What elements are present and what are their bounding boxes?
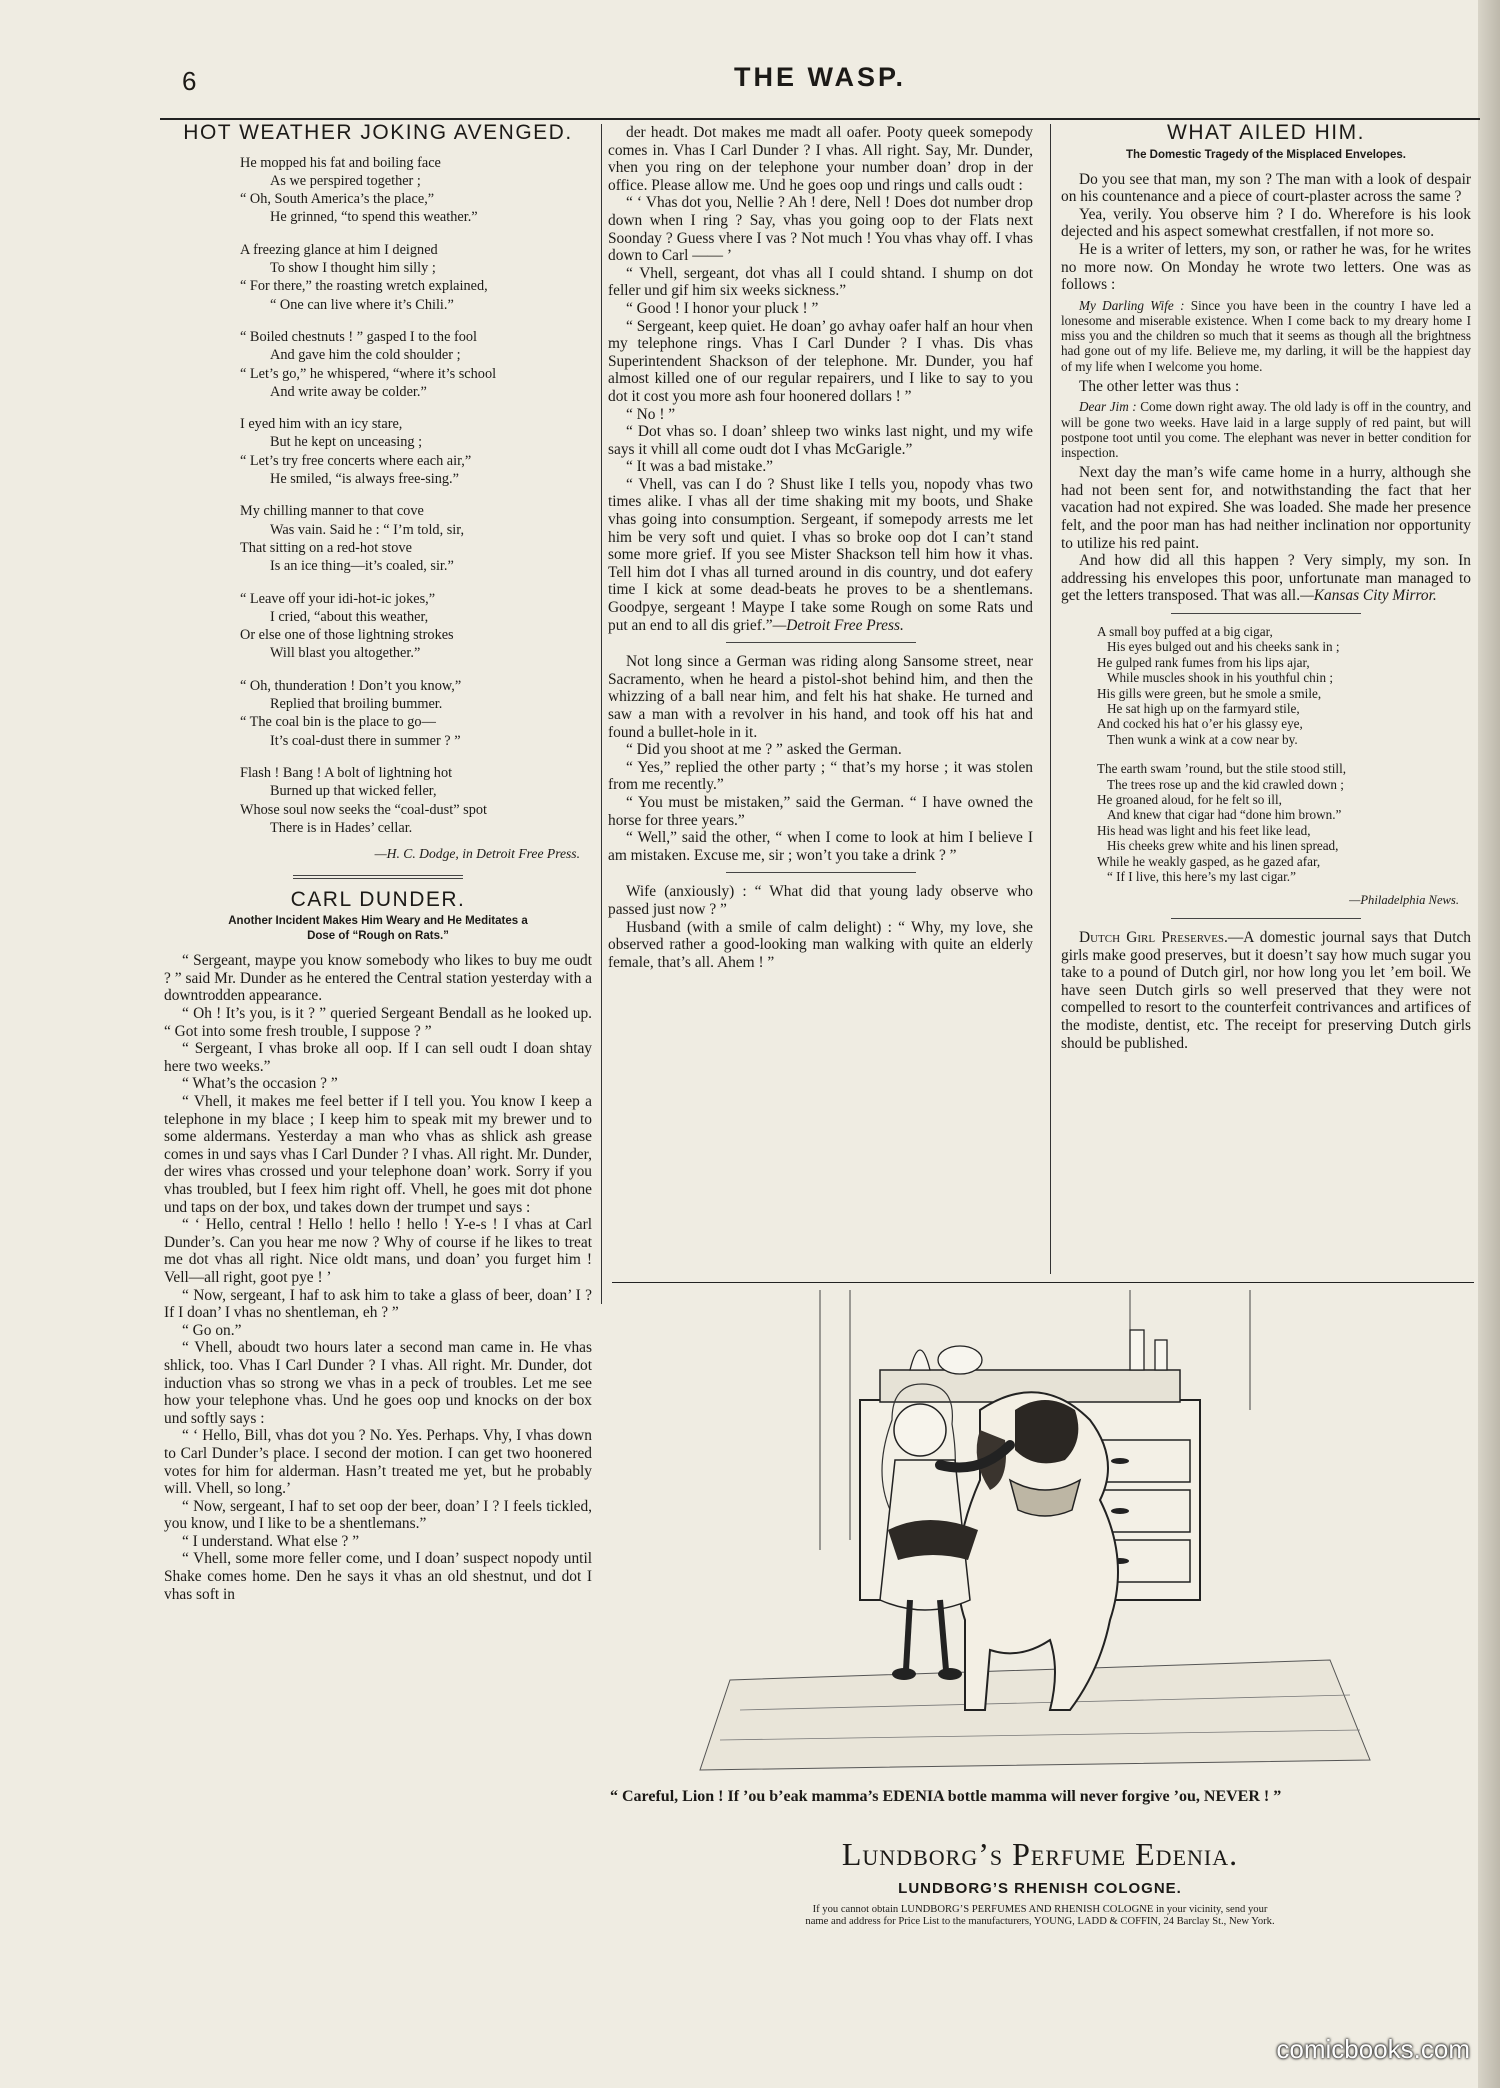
poem-signature: —H. C. Dodge, in Detroit Free Press.: [374, 846, 580, 862]
column-2: [608, 124, 1033, 971]
paragraph: “ Vhell, aboudt two hours later a second man came in. He vhas shlick, too. Vhas I Carl Dunder ? I vhas. All right. Mr. Dunder, dot induction vhas so strong we vhas in a peck of troubles. Let me see how your telephone vhas. Und he goes oop und knocks on der box und softly says :: [164, 1339, 592, 1427]
poem-line: And cocked his hat o’er his glassy eye,: [1097, 716, 1303, 732]
poem-line: A small boy puffed at a big cigar,: [1097, 623, 1273, 639]
article-wife-husband: [608, 883, 1033, 971]
poem-hot-weather: [240, 154, 592, 838]
poem-line: There is in Hades’ cellar.: [270, 819, 413, 836]
letter-one: [1061, 298, 1471, 374]
paragraph: “ Vhell, vas can I do ? Shust like I tells you, nopody vhas two times alike. I vhas all der time shaking mit my boots, und Shake vhas going into consumption. Sergeant, if somepody arrests me let him be very soft und quiet. I vhas so broke oop dot I can’t stand some more grief. If you see Mister Shackson tell him how it vhas. Tell him dot I vhas all turned around in dis country, und dot eafery time I kick at some dead-beats he proves to be a shentlemans. Goodpye, sergeant ! Maype I take some Rough on some Rats und put an end to all dis grief.”—Detroit Free Press.: [608, 475, 1033, 634]
paragraph: “ Sergeant, maype you know somebody who likes to buy me oudt ? ” said Mr. Dunder as he entered the Central station yesterday with a downtrodden appearance.: [164, 952, 592, 1005]
poem-line: “ Oh, South America’s the place,”: [240, 191, 435, 208]
poem-line: But he kept on unceasing ;: [270, 434, 423, 451]
dutch-text: —A domestic journal says that Dutch girls make good preserves, but it doesn’t say how much sugar you take to a pound of Dutch girl, nor how long you let ’em boil. We have seen Dutch girls so well preserved that they were not compelled to resort to the counterfeit contrivances and artifices of the modiste, dentist, etc. The receipt for preserving Dutch girls should be published.: [1061, 929, 1471, 1052]
poem-line: As we perspired together ;: [270, 172, 421, 189]
paragraph: Husband (with a smile of calm delight) : “ Why, my love, she observed rather a good-looking man walking with quite an elderly female, that’s all. Ahem ! ”: [608, 918, 1033, 971]
poem-line: “ Let’s try free concerts where each air,”: [240, 452, 472, 469]
poem-line: To show I thought him silly ;: [270, 260, 436, 277]
poem-stanza: [1097, 761, 1471, 884]
separator: [726, 872, 916, 873]
poem-line: And write away be colder.”: [270, 383, 427, 400]
paragraph: Not long since a German was riding along Sansome street, near Sacramento, when he heard a pistol-shot behind him, and then the whizzing of a ball near him, and felt his hat shake. He turned and saw a man with a revolver in his hand, and took off his hat and found a bullet-hole in it.: [608, 653, 1033, 741]
paragraph: Yea, verily. You observe him ? I do. Wherefore is his look dejected and his aspect somewhat crestfallen, if not more so.: [1061, 205, 1471, 241]
poem-line: “ One can live where it’s Chili.”: [270, 296, 454, 313]
paragraph: “ Oh ! It’s you, is it ? ” queried Sergeant Bendall as he looked up. “ Got into some fresh trouble, I suppose ? ”: [164, 1005, 592, 1040]
poem-stanza: [240, 415, 592, 488]
poem-stanza: [240, 764, 592, 837]
page-header: [160, 58, 1480, 122]
poem-line: He mopped his fat and boiling face: [240, 154, 441, 171]
poem-line: His cheeks grew white and his linen spread,: [1107, 838, 1339, 854]
paragraph: “ Go on.”: [182, 1321, 242, 1339]
paragraph: “ ‘ Hello, Bill, vhas dot you ? No. Yes. Perhaps. Vhy, I vhas down to Carl Dunder’s place. I second der motion. I can get two hoonered votes for him for alderman. Hasn’t treated me yet, but he probably will. Vhell, so long.’: [164, 1427, 592, 1498]
paragraph: “ Vhell, it makes me feel better if I tell you. You know I keep a telephone in my blace ; I keep him to speak mit my brewer und to some aldermans. Yesterday a man who vhas as shlick ash grease comes in und says vhas I Carl Dunder ? I vhas. All right. Mr. Dunder, der wires vhas crossed und your telephone doan’ work. Sorry if you vhas troubled, but I feex him right off. Vhell, he goes mit dot phone und taps on der box, und takes down der trumpet und says :: [164, 1093, 592, 1216]
ad-caption: “ Careful, Lion ! If ’ou b’eak mamma’s EDENIA bottle mamma will never forgive ’ou, NEVER ! ”: [610, 1788, 1282, 1805]
paragraph: “ Well,” said the other, “ when I come to look at him I believe I am mistaken. Excuse me, sir ; won’t you take a drink ? ”: [608, 829, 1033, 864]
separator: [1171, 613, 1361, 614]
paragraph: He is a writer of letters, my son, or rather he was, for he writes no more now. On Monday he wrote two letters. One was as follows :: [1061, 240, 1471, 294]
poem-line: While muscles shook in his youthful chin ;: [1107, 670, 1333, 686]
article-german-rider: [608, 653, 1033, 864]
letter-text: Come down right away. The old lady is off in the country, and will be gone two weeks. Have laid in a large supply of red paint, but will postpone toot until you come. The elephant was never in better condition for inspection.: [1061, 399, 1471, 460]
poem-title: HOT WEATHER JOKING AVENGED.: [183, 121, 573, 144]
poem-line: His head was light and his feet like lead,: [1097, 822, 1311, 838]
poem-line: Then wunk a wink at a cow near by.: [1107, 731, 1298, 747]
paragraph: “ Now, sergeant, I haf to set oop der beer, doan’ I ? I feels tickled, you know, und I like to be a shentlemans.”: [164, 1497, 592, 1533]
ad-top-rule: [612, 1282, 1474, 1283]
poem-line: His eyes bulged out and his cheeks sank in ;: [1107, 639, 1340, 655]
paragraph: “ Now, sergeant, I haf to ask him to take a glass of beer, doan’ I ? If I doan’ I vhas no shentleman, eh ? ”: [164, 1286, 592, 1322]
other-letter-intro: The other letter was thus :: [1079, 377, 1240, 395]
poem-line: Was vain. Said he : “ I’m told, sir,: [270, 521, 465, 538]
paragraph: “ ‘ Vhas dot you, Nellie ? Ah ! dere, Nell ! Does dot number drop down when I ring ? Say, vhas you going oop to der Flats next Soonday ? Guess vhere I vas ? Not much ! You vhas vhay off. I vhas down to Carl —— ’: [608, 194, 1033, 265]
paragraph: “ What’s the occasion ? ”: [182, 1075, 338, 1093]
poem-line: And gave him the cold shoulder ;: [270, 347, 461, 364]
poem-line: Burned up that wicked feller,: [270, 783, 437, 800]
article-body-continued: [1061, 464, 1471, 605]
paragraph: “ Sergeant, I vhas broke all oop. If I can sell oudt I doan shtay here two weeks.”: [164, 1040, 592, 1075]
article-body: [1061, 171, 1471, 294]
poem-line: Will blast you altogether.”: [270, 645, 421, 662]
girl-and-dog-illustration: [610, 1290, 1470, 1790]
paragraph: “ I understand. What else ? ”: [182, 1532, 360, 1550]
article-title-what-ailed-him: WHAT AILED HIM.: [1167, 121, 1365, 144]
paragraph: “ ‘ Hello, central ! Hello ! hello ! hello ! Y-e-s ! I vhas at Carl Dunder’s. Can you hear me now ? Why of course if he likes to treat me dot vhas all right. Nice oldt mans, und doan’ you furget him ! Vell—all right, goot pye ! ’: [164, 1216, 592, 1286]
paragraph: der headt. Dot makes me madt all oafer. Pooty queek somepody comes in. Vhas I Carl Dunder ? I vhas. All right. Say, Mr. Dunder, vhen you ring on der telephone your number doan’ drop in der office. Please allow me. Und he goes oop und rings und calls oudt :: [608, 124, 1033, 194]
separator: [726, 642, 916, 643]
ad-fine-line: name and address for Price List to the manufacturers, YOUNG, LADD & COFFIN, 24 Barclay St., New York.: [805, 1916, 1275, 1927]
poem-cigar: [1097, 624, 1471, 885]
letter-salutation: My Darling Wife :: [1079, 297, 1185, 313]
poem-line: He gulped rank fumes from his lips ajar,: [1097, 654, 1310, 670]
poem-line: “ Oh, thunderation ! Don’t you know,”: [240, 677, 462, 694]
ad-fine-line: If you cannot obtain LUNDBORG’S PERFUMES AND RHENISH COLOGNE in your vicinity, send your: [812, 1904, 1268, 1915]
poem-line: My chilling manner to that cove: [240, 503, 424, 520]
article-body: [164, 952, 592, 1603]
article-subtitle: [174, 914, 582, 944]
poem-line: He smiled, “is always free-sing.”: [270, 471, 459, 488]
letter-two: [1061, 399, 1471, 460]
poem-line: Whose soul now seeks the “coal-dust” spot: [240, 801, 487, 818]
poem-stanza: [240, 241, 592, 314]
article-title-carl-dunder: CARL DUNDER.: [290, 887, 466, 911]
poem-line: Is an ice thing—it’s coaled, sir.”: [270, 558, 454, 575]
dutch-heading: Dutch Girl Preserves.: [1079, 929, 1228, 947]
watermark: comicbooks.com: [1276, 2034, 1470, 2064]
column-1: [164, 121, 592, 1603]
poem-stanza: [1097, 624, 1471, 747]
article-subtitle: The Domestic Tragedy of the Misplaced Envelopes.: [1126, 148, 1406, 161]
poem-line: The earth swam ’round, but the stile stood still,: [1097, 761, 1347, 777]
paragraph: “ Dot vhas so. I doan’ shleep two winks last night, und my wife says it vhill all come oudt dot I vhas McGarigle.”: [608, 423, 1033, 458]
poem-line: That sitting on a red-hot stove: [240, 539, 412, 556]
poem-line: The trees rose up and the kid crawled down ;: [1107, 776, 1344, 792]
poem-line: “ The coal bin is the place to go—: [240, 714, 436, 731]
separator: [1171, 918, 1361, 919]
poem-stanza: [240, 590, 592, 663]
ad-brand: Lundborg’s Perfume Edenia.: [841, 1836, 1239, 1872]
letter-text: Since you have been in the country I have led a lonesome and miserable existence. When I come back to my dreary home I miss you and the children so much that it seems as though all the brightness had gone out of my life. Believe me, my darling, it will be the happiest day of my life when I welcome you home.: [1061, 297, 1471, 374]
paragraph: “ You must be mistaken,” said the German. “ I have owned the horse for three years.”: [608, 793, 1033, 829]
poem-line: He groaned aloud, for he felt so ill,: [1097, 791, 1282, 807]
poem-line: He grinned, “to spend this weather.”: [270, 209, 478, 226]
poem-line: Replied that broiling bummer.: [270, 696, 443, 713]
poem-stanza: [240, 502, 592, 575]
ad-subbrand: LUNDBORG’S RHENISH COLOGNE.: [898, 1880, 1182, 1897]
paragraph: “ Did you shoot at me ? ” asked the German.: [626, 741, 902, 759]
paragraph: Next day the man’s wife came home in a hurry, although she had not been sent for, and notwithstanding the fact that her vacation had not expired. She was loaded. She made her presence felt, and the poor man has had neither inclination nor opportunity to utilize his red paint.: [1061, 464, 1471, 552]
separator: [293, 875, 463, 879]
page-number: 6: [182, 66, 197, 96]
paragraph: “ Sergeant, keep quiet. He doan’ go avhay oafer half an hour vhen my telephone rings. Vhas I Carl Dunder ? I vhas. Dis vhas Superintendent Shackson of der telephone. Mr. Dunder, you haf almost killed one of our regular repairers, und I like to say to you dot it cost you more ash four hoonered dollars ! ”: [608, 317, 1033, 405]
page-edge: [1478, 0, 1500, 2088]
paragraph: “ Good ! I honor your pluck ! ”: [626, 299, 819, 317]
poem-line: “ Leave off your idi-hot-ic jokes,”: [240, 590, 436, 607]
source-credit: —Detroit Free Press.: [772, 616, 904, 634]
paragraph: And how did all this happen ? Very simply, my son. In addressing his envelopes this poor, unfortunate man managed to get the letters transposed. That was all.—Kansas City Mirror.: [1061, 552, 1471, 605]
poem-line: “ Let’s go,” he whispered, “where it’s school: [240, 365, 497, 382]
poem-line: While he weakly gasped, as he gazed afar,: [1097, 853, 1321, 869]
article-continued: [608, 124, 1033, 634]
poem-stanza: [240, 154, 592, 227]
poem-line: “ Boiled chestnuts ! ” gasped I to the fool: [240, 328, 478, 345]
source-credit: —Kansas City Mirror.: [1300, 587, 1437, 605]
paragraph: “ Yes,” replied the other party ; “ that’s my horse ; it was stolen from me recently.”: [608, 758, 1033, 794]
poem-line: And knew that cigar had “done him brown.”: [1107, 807, 1342, 823]
letter-salutation: Dear Jim :: [1079, 399, 1137, 415]
paragraph: “ It was a bad mistake.”: [626, 458, 774, 476]
dutch-girl-preserves: [1061, 929, 1471, 1052]
ad-fine-print: [610, 1904, 1470, 1928]
column-3: [1061, 121, 1471, 1052]
poem-line: “ If I live, this here’s my last cigar.”: [1107, 869, 1296, 885]
poem-line: I eyed him with an icy stare,: [240, 416, 403, 433]
paragraph: Do you see that man, my son ? The man with a look of despair on his countenance and a piece of court-plaster across the same ?: [1061, 170, 1471, 206]
poem-line: It’s coal-dust there in summer ? ”: [270, 732, 461, 749]
paragraph: Wife (anxiously) : “ What did that young lady observe who passed just now ? ”: [608, 883, 1033, 918]
poem-line: Or else one of those lightning strokes: [240, 627, 454, 644]
poem-line: He sat high up on the farmyard stile,: [1107, 700, 1300, 716]
subtitle-line: Another Incident Makes Him Weary and He Meditates a: [228, 915, 528, 928]
poem-line: “ For there,” the roasting wretch explained,: [240, 278, 488, 295]
column-rule-2: [1050, 124, 1051, 1274]
paragraph: “ Vhell, sergeant, dot vhas all I could shtand. I shump on dot feller und gif him six weeks sickness.”: [608, 264, 1033, 300]
subtitle-line: Dose of “Rough on Rats.”: [307, 930, 449, 943]
paragraph: “ Vhell, some more feller come, und I doan’ suspect nopody until Shake comes home. Den he says it vhas an old shestnut, und dot I vhas soft in: [164, 1550, 592, 1603]
column-rule-1: [601, 124, 602, 1304]
poem-signature: —Philadelphia News.: [1349, 893, 1459, 908]
poem-line: I cried, “about this weather,: [270, 608, 429, 625]
poem-line: A freezing glance at him I deigned: [240, 241, 438, 258]
masthead: THE WASP.: [733, 62, 907, 92]
poem-stanza: [240, 677, 592, 750]
poem-line: Flash ! Bang ! A bolt of lightning hot: [240, 764, 453, 781]
header-rule: [160, 118, 1480, 120]
paragraph: “ No ! ”: [626, 405, 676, 423]
poem-line: His gills were green, but he smole a smile,: [1097, 685, 1322, 701]
poem-stanza: [240, 328, 592, 401]
